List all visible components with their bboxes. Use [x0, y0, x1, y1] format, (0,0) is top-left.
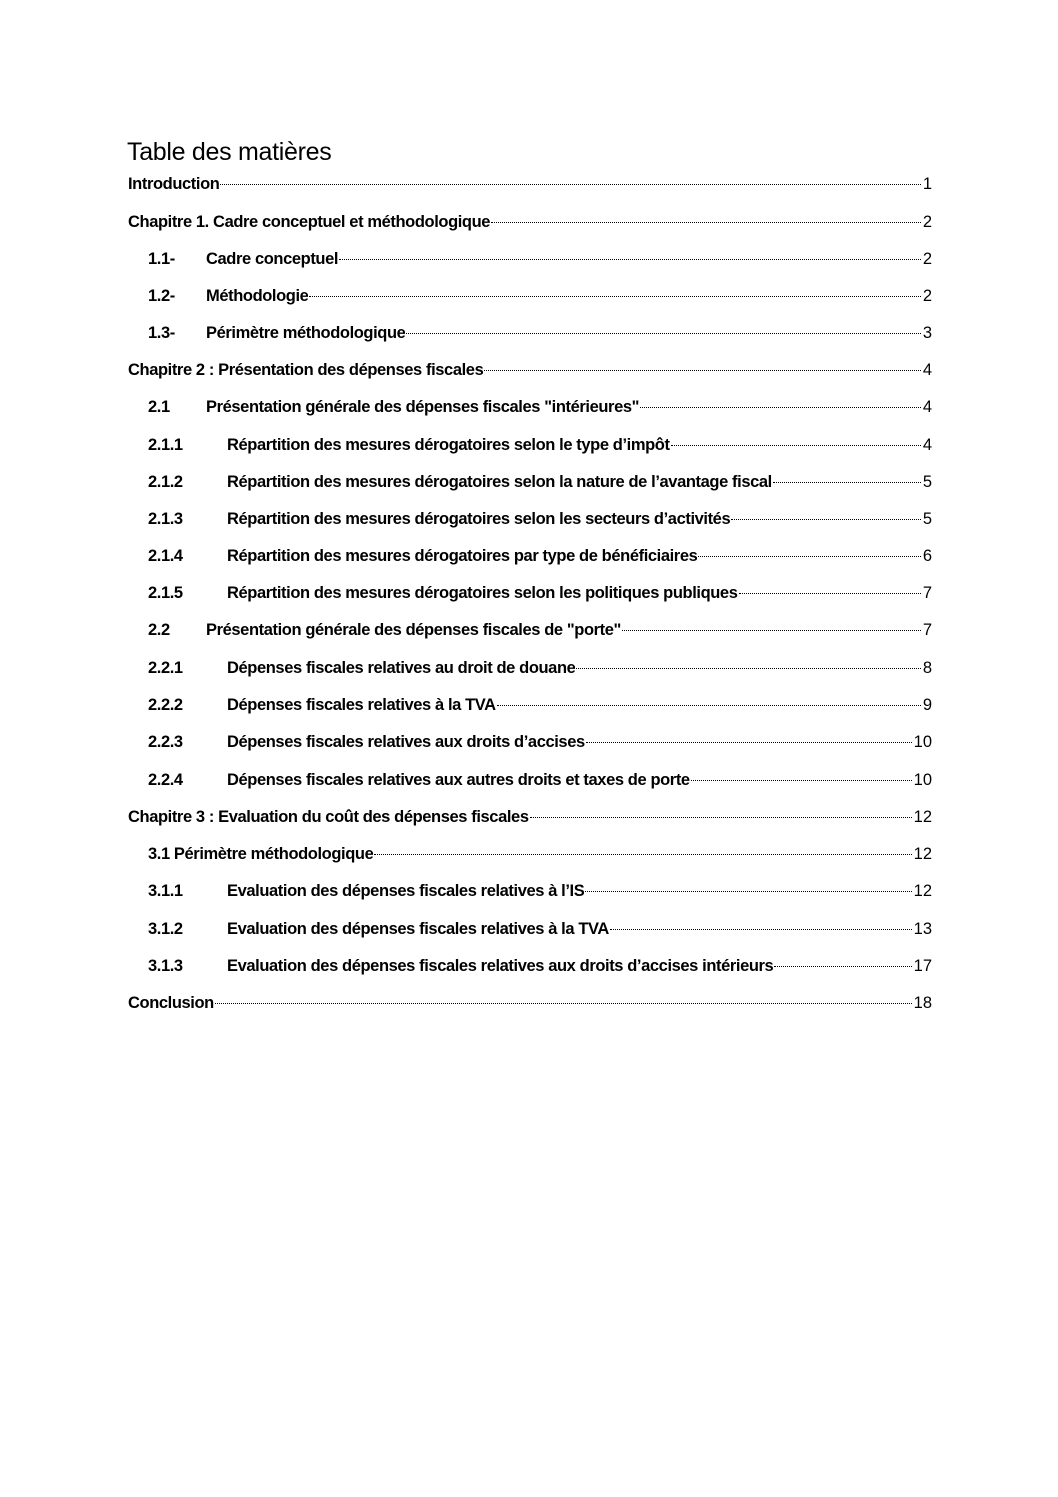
dot-leader — [374, 853, 911, 855]
dot-leader — [773, 481, 921, 483]
toc-entry-label: Présentation générale des dépenses fiscales de "porte" — [206, 621, 621, 639]
toc-page-number: 1 — [922, 175, 932, 193]
toc-entry-label: Dépenses fiscales relatives au droit de douane — [227, 659, 576, 677]
toc-entry-label: Méthodologie — [206, 287, 309, 305]
toc-entry-introduction[interactable] — [128, 175, 932, 199]
toc-entry-1-1[interactable] — [148, 250, 932, 274]
toc-page-number: 2 — [922, 250, 932, 268]
toc-entry-chapter-1[interactable] — [128, 213, 932, 237]
toc-page-number: 9 — [922, 696, 932, 714]
toc-page-number: 4 — [922, 436, 932, 454]
toc-entry-number: 2.2.4 — [148, 771, 183, 789]
toc-entry-label: Répartition des mesures dérogatoires selon les secteurs d’activités — [227, 510, 731, 528]
toc-entry-label: Conclusion — [128, 994, 214, 1012]
toc-entry-3-1-3[interactable] — [148, 957, 932, 981]
toc-entry-1-2[interactable] — [148, 287, 932, 311]
dot-leader — [671, 444, 921, 446]
toc-page-number: 12 — [913, 808, 932, 826]
toc-page-number: 10 — [913, 733, 932, 751]
toc-page-number: 12 — [913, 845, 932, 863]
toc-page-number: 13 — [913, 920, 932, 938]
toc-entry-number: 1.1- — [148, 250, 175, 268]
toc-entry-2-2-4[interactable] — [148, 771, 932, 795]
toc-entry-label: Dépenses fiscales relatives aux autres droits et taxes de porte — [227, 771, 690, 789]
toc-entry-label: Répartition des mesures dérogatoires selon la nature de l’avantage fiscal — [227, 473, 772, 491]
dot-leader — [585, 890, 911, 892]
toc-entry-2-1-5[interactable] — [148, 584, 932, 608]
dot-leader — [406, 332, 920, 334]
toc-entry-label: Répartition des mesures dérogatoires selon les politiques publiques — [227, 584, 738, 602]
toc-entry-number: 2.2 — [148, 621, 170, 639]
toc-entry-number: 3.1.3 — [148, 957, 183, 975]
toc-page-number: 2 — [922, 287, 932, 305]
toc-entry-label: Evaluation des dépenses fiscales relatives aux droits d’accises intérieurs — [227, 957, 774, 975]
toc-entry-label: Dépenses fiscales relatives aux droits d’accises — [227, 733, 585, 751]
dot-leader — [622, 629, 921, 631]
toc-entry-label: Périmètre méthodologique — [206, 324, 406, 342]
dot-leader — [691, 779, 912, 781]
dot-leader — [339, 258, 921, 260]
toc-page-number: 5 — [922, 473, 932, 491]
toc-entry-number: 2.1.2 — [148, 473, 183, 491]
toc-entry-number: 3.1.2 — [148, 920, 183, 938]
toc-entry-label: Dépenses fiscales relatives à la TVA — [227, 696, 496, 714]
toc-page-number: 4 — [922, 398, 932, 416]
toc-entry-number: 2.2.1 — [148, 659, 183, 677]
toc-page-number: 4 — [922, 361, 932, 379]
dot-leader — [530, 816, 912, 818]
toc-page-number: 8 — [922, 659, 932, 677]
toc-entry-2-2[interactable] — [148, 621, 932, 645]
dot-leader — [484, 369, 920, 371]
toc-entry-1-3[interactable] — [148, 324, 932, 348]
toc-entry-3-1[interactable] — [148, 845, 932, 869]
toc-entry-number: 1.3- — [148, 324, 175, 342]
toc-page-number: 6 — [922, 547, 932, 565]
toc-entry-2-1[interactable] — [148, 398, 932, 422]
toc-entry-label: Répartition des mesures dérogatoires par type de bénéficiaires — [227, 547, 698, 565]
toc-entry-label: Introduction — [128, 175, 220, 193]
toc-entry-number: 3.1.1 — [148, 882, 183, 900]
dot-leader — [640, 406, 921, 408]
toc-entry-2-2-3[interactable] — [148, 733, 932, 757]
toc-entry-number: 2.1 — [148, 398, 170, 416]
toc-entry-conclusion[interactable] — [128, 994, 932, 1018]
toc-entry-number: 2.1.3 — [148, 510, 183, 528]
dot-leader — [491, 221, 921, 223]
dot-leader — [309, 295, 920, 297]
toc-entry-label: Evaluation des dépenses fiscales relatives à la TVA — [227, 920, 609, 938]
toc-entry-2-1-2[interactable] — [148, 473, 932, 497]
toc-entry-label: Chapitre 1. Cadre conceptuel et méthodologique — [128, 213, 491, 231]
dot-leader — [576, 667, 920, 669]
toc-entry-2-2-2[interactable] — [148, 696, 932, 720]
toc-page-number: 18 — [913, 994, 932, 1012]
toc-title: Table des matières — [127, 138, 332, 166]
toc-entry-3-1-2[interactable] — [148, 920, 932, 944]
toc-entry-number: 2.1.5 — [148, 584, 183, 602]
toc-entry-chapter-2[interactable] — [128, 361, 932, 385]
toc-entry-2-2-1[interactable] — [148, 659, 932, 683]
dot-leader — [215, 1002, 912, 1004]
toc-entry-2-1-4[interactable] — [148, 547, 932, 571]
toc-entry-chapter-3[interactable] — [128, 808, 932, 832]
toc-entry-number: 2.1.1 — [148, 436, 183, 454]
toc-entry-label: 3.1 Périmètre méthodologique — [148, 845, 374, 863]
dot-leader — [497, 704, 921, 706]
toc-entry-label: Présentation générale des dépenses fiscales "intérieures" — [206, 398, 640, 416]
toc-entry-3-1-1[interactable] — [148, 882, 932, 906]
dot-leader — [731, 518, 921, 520]
toc-page-number: 2 — [922, 213, 932, 231]
toc-entry-label: Répartition des mesures dérogatoires selon le type d’impôt — [227, 436, 670, 454]
toc-entry-label: Chapitre 3 : Evaluation du coût des dépenses fiscales — [128, 808, 529, 826]
dot-leader — [774, 965, 911, 967]
toc-entry-label: Chapitre 2 : Présentation des dépenses fiscales — [128, 361, 484, 379]
toc-page-number: 7 — [922, 584, 932, 602]
toc-entry-2-1-3[interactable] — [148, 510, 932, 534]
toc-page-number: 12 — [913, 882, 932, 900]
toc-page-number: 7 — [922, 621, 932, 639]
dot-leader — [739, 592, 921, 594]
dot-leader — [220, 183, 920, 185]
dot-leader — [610, 928, 912, 930]
toc-page-number: 17 — [913, 957, 932, 975]
toc-page-number: 5 — [922, 510, 932, 528]
toc-page-number: 3 — [922, 324, 932, 342]
toc-entry-2-1-1[interactable] — [148, 436, 932, 460]
toc-entry-number: 2.2.2 — [148, 696, 183, 714]
toc-entry-number: 2.2.3 — [148, 733, 183, 751]
toc-entry-number: 1.2- — [148, 287, 175, 305]
dot-leader — [586, 741, 912, 743]
toc-entry-number: 2.1.4 — [148, 547, 183, 565]
toc-entry-label: Cadre conceptuel — [206, 250, 339, 268]
toc-entry-label: Evaluation des dépenses fiscales relatives à l’IS — [227, 882, 585, 900]
dot-leader — [698, 555, 920, 557]
toc-page-number: 10 — [913, 771, 932, 789]
